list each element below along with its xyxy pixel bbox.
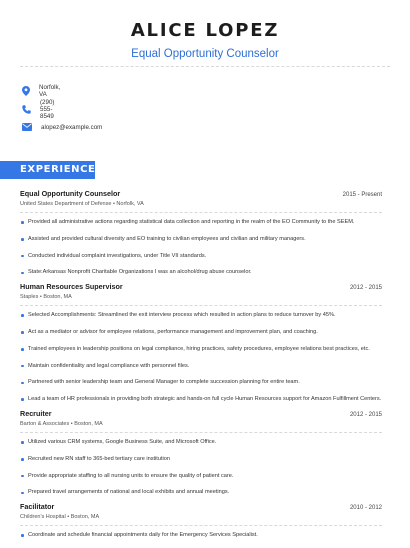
job-dates: 2015 - Present: [342, 192, 382, 198]
job-bullet: Maintain confidentiality and legal compliance with personnel files.: [20, 362, 382, 371]
contact-location: [22, 82, 62, 100]
job-location: Norfolk, VA: [116, 201, 144, 207]
job-header: [20, 409, 382, 420]
job-bullets: [20, 218, 382, 277]
job-dates: 2012 - 2015: [349, 411, 382, 418]
candidate-name: ALICE LOPEZ: [130, 20, 280, 41]
job-bullet: Assisted and provided cultural diversity and EO training to civilian employees and civilian and military managers.: [20, 235, 382, 244]
job-entry: [20, 409, 382, 497]
section-heading-experience: EXPERIENCE: [0, 161, 95, 179]
job-dates: 2012 - 2015: [349, 285, 382, 292]
job-divider: [20, 432, 382, 433]
contact-phone-text: (290) 555-8549: [40, 98, 55, 120]
experience-list: [20, 189, 382, 548]
meta-separator: •: [70, 420, 75, 427]
job-title: Recruiter: [20, 408, 52, 418]
resume-header: [0, 0, 410, 61]
job-dates: 2010 - 2012: [349, 505, 382, 512]
job-bullets: [20, 531, 382, 540]
job-meta: [20, 420, 382, 429]
job-bullet: Selected Accomplishments: Streamlined the exit interview process which resulted in action plans to reduce turnover by 45%.: [20, 311, 382, 320]
contact-email: [22, 118, 102, 136]
job-company: United States Department of Defense: [20, 201, 112, 207]
job-bullet: Act as a mediator or advisor for employee relations, performance management and improvement plan, and coaching.: [20, 328, 382, 337]
meta-separator: •: [67, 514, 71, 521]
job-bullet: Trained employees in leadership positions on legal compliance, hiring practices, safety procedures, employee relations best practices, etc.: [20, 345, 382, 354]
job-title: Facilitator: [20, 502, 55, 512]
job-bullet: Coordinate and schedule financial appointments daily for the Emergency Services Specialist.: [20, 531, 382, 540]
job-title: Human Resources Supervisor: [20, 282, 123, 292]
job-divider: [20, 305, 382, 306]
meta-separator: •: [39, 294, 44, 301]
job-bullets: [20, 311, 382, 404]
job-location: Boston, MA: [74, 420, 103, 427]
job-bullet: Utilized various CRM systems, Google Business Suite, and Microsoft Office.: [20, 438, 382, 447]
job-company: Children's Hospital: [20, 514, 66, 521]
job-header: [20, 502, 382, 513]
job-bullet: Prepared travel arrangements of national and local exhibits and annual meetings.: [20, 488, 382, 497]
job-divider: [20, 525, 382, 526]
contact-phone: [22, 100, 55, 118]
job-bullet: Lead a team of HR professionals in providing both strategic and hands-on full cycle Human Resources support for Amazon Fulfillment Centers.: [20, 395, 382, 404]
job-header: [20, 189, 382, 200]
contact-location-text: Norfolk, VA: [39, 84, 61, 98]
job-entry: [20, 189, 382, 277]
job-location: Boston, MA: [70, 514, 100, 521]
job-meta: [20, 200, 382, 209]
candidate-title: Equal Opportunity Counselor: [131, 48, 279, 60]
contact-email-text: alopez@example.com: [41, 123, 103, 131]
job-header: [20, 282, 382, 293]
header-divider: [20, 66, 390, 67]
job-divider: [20, 212, 382, 213]
job-meta: [20, 293, 382, 302]
job-title: Equal Opportunity Counselor: [20, 189, 121, 198]
job-meta: [20, 513, 382, 522]
job-entry: [20, 282, 382, 404]
job-location: Boston, MA: [43, 294, 72, 301]
job-bullet: Partnered with senior leadership team and General Manager to complete succession planning for entire team.: [20, 378, 382, 387]
job-bullet: Provide appropriate staffing to all nursing units to ensure the quality of patient care.: [20, 472, 382, 481]
job-bullet: State:Arkansas Nonprofit Charitable Organizations I was an alcohol/drug abuse counselor.: [20, 268, 382, 277]
job-bullet: Provided all administrative actions regarding statistical data collection and reporting in the realm of the EO Community to the SEEM.: [20, 218, 382, 227]
job-entry: [20, 502, 382, 540]
location-pin-icon: [22, 86, 30, 96]
job-bullet: Recruited new RN staff to 365-bed tertiary care institution: [20, 455, 382, 464]
mail-icon: [22, 122, 32, 132]
job-bullet: Conducted individual complaint investigations, under Title VII standards.: [20, 252, 382, 261]
job-company: Barton & Associates: [20, 420, 70, 427]
meta-separator: •: [112, 201, 117, 207]
job-bullets: [20, 438, 382, 497]
job-company: Staples: [20, 294, 39, 301]
phone-icon: [22, 104, 31, 114]
